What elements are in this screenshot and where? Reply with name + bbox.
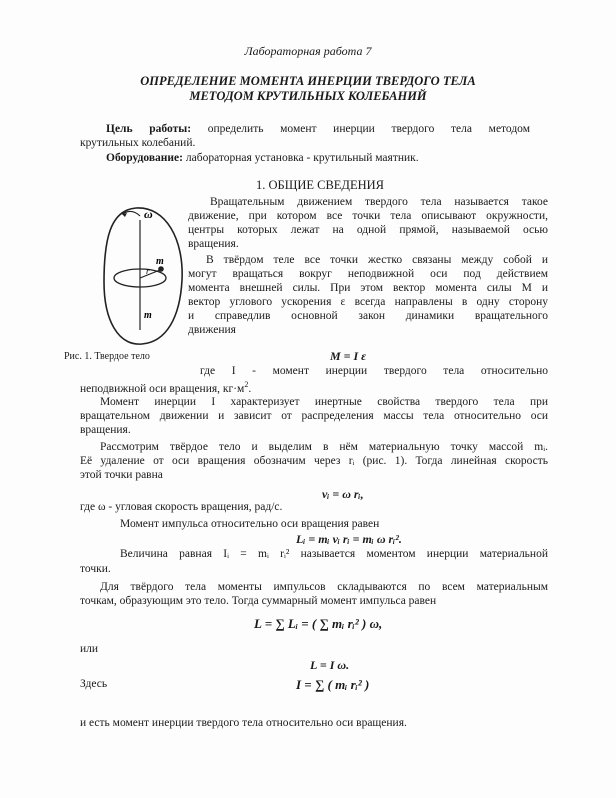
radius-label: r bbox=[146, 266, 150, 276]
goal-text: определить момент инерции твердого тела методом bbox=[191, 123, 530, 135]
document-title-line-1: ОПРЕДЕЛЕНИЕ МОМЕНТА ИНЕРЦИИ ТВЕРДОГО ТЕЛА bbox=[140, 74, 476, 88]
bottom-mass-label: m bbox=[144, 310, 152, 321]
equation-l-equals-i-omega: L = I ω. bbox=[310, 658, 350, 672]
equipment-text: лабораторная установка - крутильный маятник. bbox=[183, 152, 419, 164]
rigid-body-figure bbox=[96, 200, 188, 350]
p1-line-1: Вращательным движением твердого тела называется такое bbox=[210, 196, 548, 208]
p1-line-2: движение, при котором все точки тела описывают окружности, bbox=[188, 210, 548, 222]
p1-line-3: центры которых лежат на одной прямой, называемой осью bbox=[188, 224, 548, 236]
p2-line-6: движения bbox=[188, 324, 236, 336]
p2-line-3: момента внешней силы. При этом вектор момента силы M и bbox=[188, 282, 548, 294]
p5-line: Момент импульса относительно оси вращения равен bbox=[120, 518, 380, 530]
p4-line-2: Её удаление от оси вращения обозначим через rᵢ (рис. 1). Тогда линейная скорость bbox=[80, 455, 548, 467]
p3-line-3: вращения. bbox=[80, 424, 131, 436]
p2-line-4: вектор углового ускорения ε всегда направлены в одну сторону bbox=[188, 296, 548, 308]
where-omega-line: где ω - угловая скорость вращения, рад/с. bbox=[80, 501, 283, 513]
p2-line-2: могут вращаться вокруг неподвижной оси под действием bbox=[188, 268, 548, 280]
where-i-line-2: неподвижной оси вращения, $кг\cdot м^2$. bbox=[80, 380, 252, 395]
mass-label: m bbox=[156, 256, 164, 267]
equation-linear-velocity: vᵢ = ω rᵢ, bbox=[322, 487, 364, 501]
mass-point bbox=[158, 266, 164, 272]
final-line: и есть момент инерции твердого тела относительно оси вращения. bbox=[80, 717, 407, 729]
p2-line-1: В твёрдом теле все точки жестко связаны между собой и bbox=[206, 254, 548, 266]
p6-line-1: Величина равная Iᵢ = mᵢ rᵢ² называется моментом инерции материальной bbox=[120, 548, 548, 560]
goal-line-1 bbox=[106, 122, 530, 136]
section-title: 1. ОБЩИЕ СВЕДЕНИЯ bbox=[256, 178, 384, 192]
p4-line-1: Рассмотрим твёрдое тело и выделим в нём материальную точку массой mᵢ. bbox=[100, 441, 548, 453]
p7-line-2: точкам, образующим это тело. Тогда суммарный момент импульса равен bbox=[80, 595, 437, 607]
p4-line-3: этой точки равна bbox=[80, 469, 163, 481]
goal-line-2: крутильных колебаний. bbox=[80, 137, 196, 149]
p3-line-1: Момент инерции I характеризует инертные свойства твердого тела при bbox=[100, 396, 548, 408]
equipment-line bbox=[106, 151, 419, 165]
here-word: Здесь bbox=[80, 678, 108, 690]
or-word: или bbox=[80, 643, 99, 655]
p2-line-5: и справедлив основной закон динамики вращательного bbox=[188, 310, 548, 322]
document-title-line-2: МЕТОДОМ КРУТИЛЬНЫХ КОЛЕБАНИЙ bbox=[189, 89, 427, 103]
p1-line-4: вращения. bbox=[188, 238, 239, 250]
where-i-text: неподвижной оси вращения, кг·м bbox=[80, 382, 245, 395]
omega-label: ω bbox=[144, 207, 153, 221]
radius-line bbox=[140, 270, 160, 278]
equation-newton-rotation: M = I ε bbox=[330, 349, 367, 363]
goal-label: Цель работы: bbox=[106, 123, 192, 135]
equipment-label: Оборудование: bbox=[106, 152, 183, 164]
where-i-line-1: где I - момент инерции твердого тела относительно bbox=[200, 365, 548, 377]
p7-line-1: Для твёрдого тела моменты импульсов складываются по всем материальным bbox=[100, 581, 548, 593]
p3-line-2: вращательном движении и зависит от распределения массы тела относительно оси bbox=[80, 410, 548, 422]
equation-total-angular-momentum: L = ∑ Lᵢ = ( ∑ mᵢ rᵢ² ) ω, bbox=[254, 616, 383, 631]
lab-number-header: Лабораторная работа 7 bbox=[244, 44, 372, 58]
p6-line-2: точки. bbox=[80, 563, 111, 575]
equation-moment-of-inertia: I = ∑ ( mᵢ rᵢ² ) bbox=[296, 677, 370, 692]
body-outline bbox=[104, 208, 182, 344]
figure-caption: Рис. 1. Твердое тело bbox=[64, 351, 150, 362]
equation-angular-momentum-point: Lᵢ = mᵢ vᵢ rᵢ = mᵢ ω rᵢ². bbox=[296, 532, 402, 546]
